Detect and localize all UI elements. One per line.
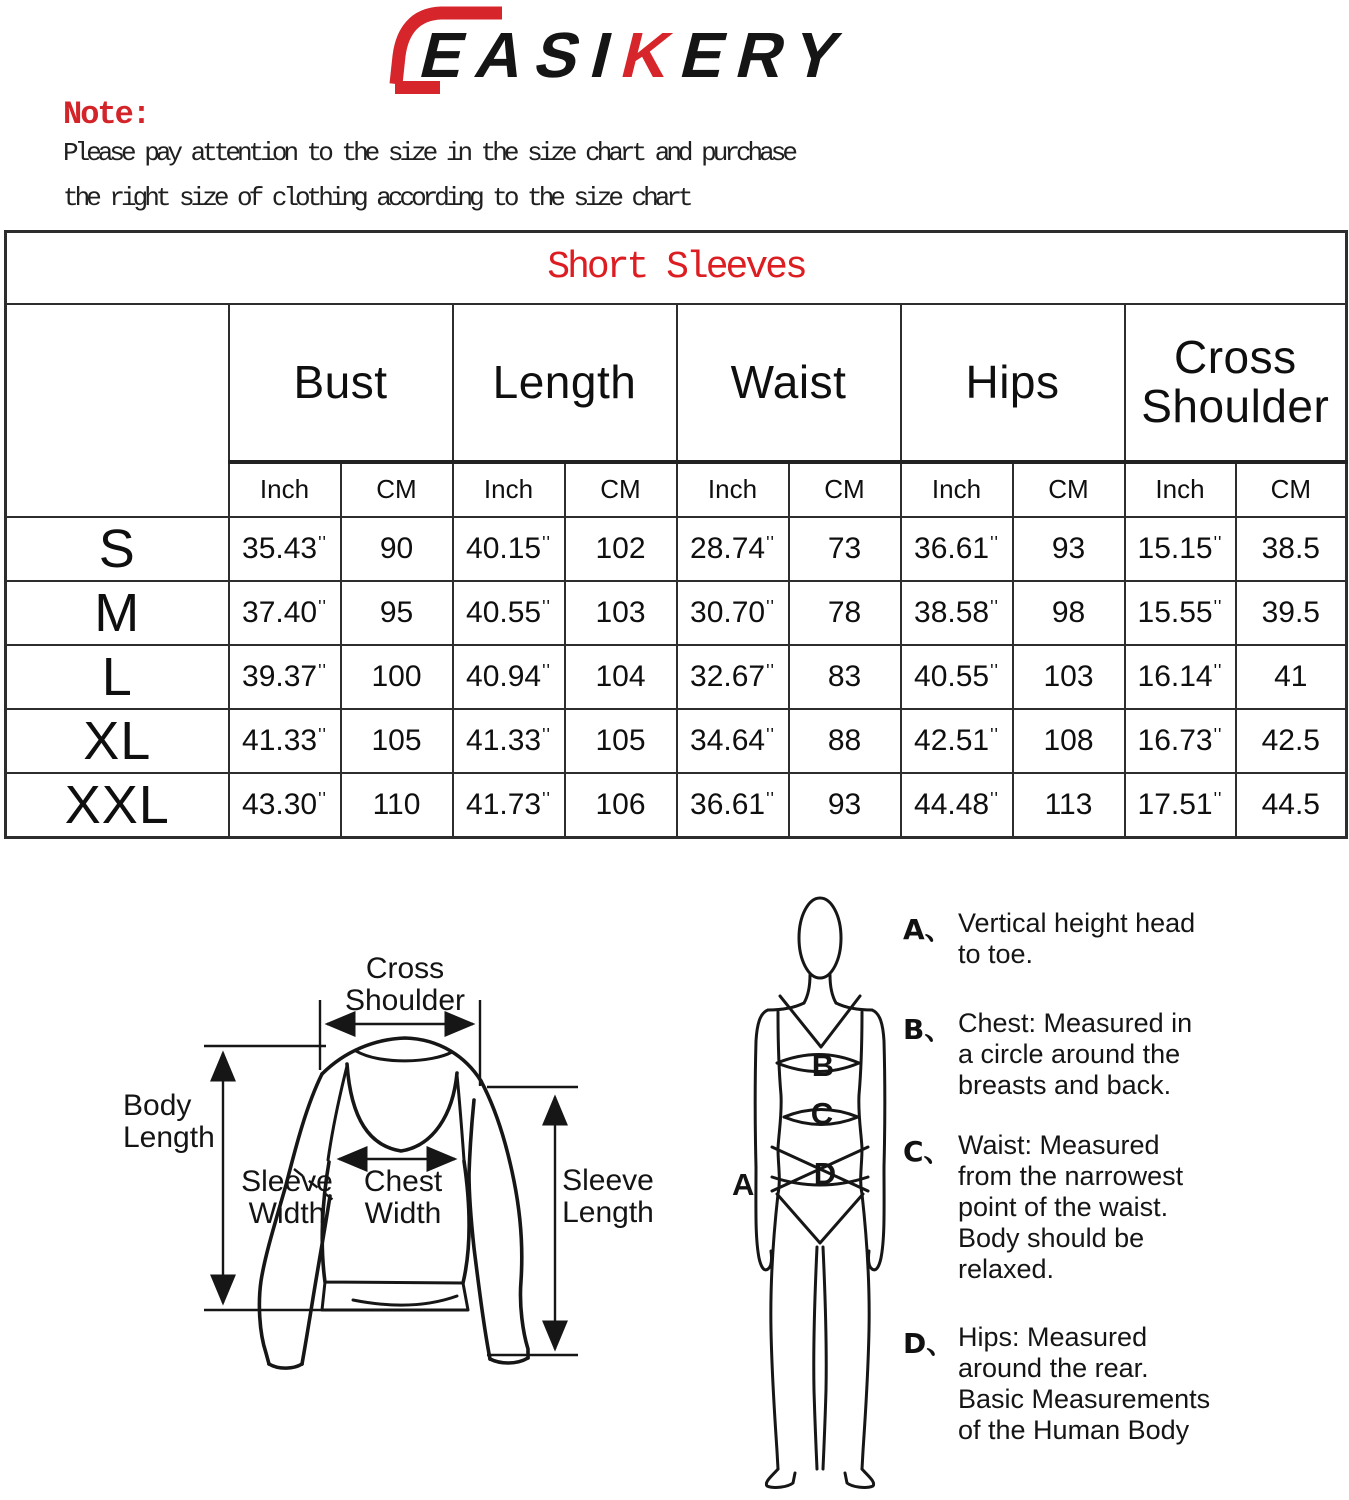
cm-value-cell: 78: [789, 581, 901, 645]
table-header-row: [6, 304, 1347, 462]
header-hips: Hips: [901, 304, 1125, 462]
guide-description: [958, 908, 1195, 970]
unit-cm: CM: [1236, 462, 1347, 517]
inch-value-cell: 16.73'': [1125, 709, 1236, 773]
guide-description: [958, 1130, 1183, 1285]
inch-value-cell: 40.55'': [453, 581, 565, 645]
guide-description-line: relaxed.: [958, 1254, 1055, 1284]
inch-value-cell: 36.61'': [901, 517, 1013, 581]
inch-value-cell: 44.48'': [901, 773, 1013, 838]
inch-value-cell: 40.55'': [901, 645, 1013, 709]
guide-description: [958, 1322, 1210, 1446]
guide-description-line: from the narrowest: [958, 1161, 1184, 1191]
guide-description-line: to toe.: [958, 939, 1034, 969]
inch-value-cell: 17.51'': [1125, 773, 1236, 838]
figure-letter-d: D: [813, 1156, 837, 1191]
cm-value-cell: 106: [565, 773, 677, 838]
cm-value-cell: 93: [789, 773, 901, 838]
body-length-label: Body: [123, 1089, 192, 1122]
logo-text-k: K: [614, 19, 692, 91]
cm-value-cell: 41: [1236, 645, 1347, 709]
inch-value-cell: 43.30'': [229, 773, 341, 838]
cm-value-cell: 108: [1013, 709, 1125, 773]
inch-value-cell: 15.55'': [1125, 581, 1236, 645]
figure-letter-c: C: [810, 1096, 834, 1131]
note-heading: Note:: [63, 96, 150, 133]
cm-value-cell: 73: [789, 517, 901, 581]
cm-value-cell: 100: [341, 645, 453, 709]
table-row: [6, 581, 1347, 645]
inch-value-cell: 42.51'': [901, 709, 1013, 773]
cm-value-cell: 90: [341, 517, 453, 581]
unit-inch: Inch: [453, 462, 565, 517]
table-row: [6, 709, 1347, 773]
unit-cm: CM: [565, 462, 677, 517]
inch-value-cell: 28.74'': [677, 517, 789, 581]
inch-value-cell: 16.14'': [1125, 645, 1236, 709]
inch-value-cell: 38.58'': [901, 581, 1013, 645]
cm-value-cell: 93: [1013, 517, 1125, 581]
brand-logo: [383, 4, 943, 104]
inch-value-cell: 39.37'': [229, 645, 341, 709]
unit-inch: Inch: [229, 462, 341, 517]
table-title-row: [6, 232, 1347, 304]
guide-description-line: Waist: Measured: [958, 1130, 1160, 1160]
guide-letter-label: A、: [903, 913, 953, 946]
inch-value-cell: 36.61'': [677, 773, 789, 838]
cm-value-cell: 103: [565, 581, 677, 645]
inch-value-cell: 15.15'': [1125, 517, 1236, 581]
cm-value-cell: 88: [789, 709, 901, 773]
guide-letter-label: C、: [903, 1135, 952, 1168]
guide-letter-label: B、: [903, 1013, 953, 1046]
corner-cell: [6, 304, 229, 517]
cm-value-cell: 42.5: [1236, 709, 1347, 773]
size-label-cell: S: [6, 517, 229, 581]
unit-inch: Inch: [1125, 462, 1236, 517]
cm-value-cell: 104: [565, 645, 677, 709]
guide-description-line: around the rear.: [958, 1353, 1149, 1383]
guide-description-line: Basic Measurements: [958, 1384, 1211, 1414]
chest-width-label: Width: [364, 1197, 442, 1230]
logo-wordmark: [413, 18, 860, 92]
cm-value-cell: 110: [341, 773, 453, 838]
body-measurement-figure: [720, 895, 960, 1495]
cm-value-cell: 105: [341, 709, 453, 773]
sleeve-width-label: Width: [248, 1197, 326, 1230]
body-outline: [755, 898, 885, 1487]
cm-value-cell: 39.5: [1236, 581, 1347, 645]
table-title: Short Sleeves: [547, 246, 805, 290]
unit-cm: CM: [1013, 462, 1125, 517]
note-line-2: the right size of clothing according to the size chart: [63, 183, 690, 213]
inch-value-cell: 41.73'': [453, 773, 565, 838]
guide-description-line: Vertical height head: [958, 908, 1196, 938]
guide-description-line: Chest: Measured in: [958, 1008, 1193, 1038]
sleeve-length-label: Length: [562, 1196, 654, 1229]
cm-value-cell: 103: [1013, 645, 1125, 709]
table-row: [6, 773, 1347, 838]
logo-text-post: ERY: [673, 19, 861, 91]
inch-value-cell: 41.33'': [453, 709, 565, 773]
note-line-1: Please pay attention to the size in the size chart and purchase: [63, 138, 794, 168]
size-label-cell: L: [6, 645, 229, 709]
inch-value-cell: 41.33'': [229, 709, 341, 773]
guide-description-line: breasts and back.: [958, 1070, 1172, 1100]
unit-cm: CM: [789, 462, 901, 517]
cm-value-cell: 83: [789, 645, 901, 709]
cm-value-cell: 113: [1013, 773, 1125, 838]
body-length-label: Length: [123, 1121, 215, 1154]
cm-value-cell: 105: [565, 709, 677, 773]
cm-value-cell: 38.5: [1236, 517, 1347, 581]
table-row: [6, 645, 1347, 709]
inch-value-cell: 37.40'': [229, 581, 341, 645]
cm-value-cell: 44.5: [1236, 773, 1347, 838]
cm-value-cell: 95: [341, 581, 453, 645]
figure-letter-a: A: [732, 1167, 755, 1202]
inch-value-cell: 34.64'': [677, 709, 789, 773]
unit-cm: CM: [341, 462, 453, 517]
guide-description-line: Hips: Measured: [958, 1322, 1148, 1352]
shirt-measurement-diagram: [100, 940, 680, 1400]
logo-text-pre: EASI: [413, 19, 633, 91]
inch-value-cell: 40.94'': [453, 645, 565, 709]
size-label-cell: XL: [6, 709, 229, 773]
inch-value-cell: 35.43'': [229, 517, 341, 581]
guide-letter-label: D、: [903, 1327, 955, 1360]
sleeve-width-label: Sleeve: [241, 1165, 333, 1198]
size-chart-table: [4, 230, 1348, 839]
header-length: Length: [453, 304, 677, 462]
size-label-cell: XXL: [6, 773, 229, 838]
unit-inch: Inch: [677, 462, 789, 517]
header-waist: Waist: [677, 304, 901, 462]
guide-description-line: of the Human Body: [958, 1415, 1190, 1445]
cm-value-cell: 102: [565, 517, 677, 581]
chest-width-label: Chest: [363, 1165, 443, 1198]
inch-value-cell: 32.67'': [677, 645, 789, 709]
guide-description: [958, 1008, 1192, 1101]
inch-value-cell: 40.15'': [453, 517, 565, 581]
cross-shoulder-label: Cross: [365, 952, 445, 985]
header-bust: Bust: [229, 304, 453, 462]
guide-description-line: point of the waist.: [958, 1192, 1169, 1222]
sleeve-length-label: Sleeve: [562, 1164, 654, 1197]
inch-value-cell: 30.70'': [677, 581, 789, 645]
guide-description-line: a circle around the: [958, 1039, 1181, 1069]
guide-description-line: Body should be: [958, 1223, 1145, 1253]
cm-value-cell: 98: [1013, 581, 1125, 645]
cross-shoulder-label: Shoulder: [344, 984, 466, 1017]
header-cross-shoulder: Cross Shoulder: [1125, 304, 1347, 462]
unit-inch: Inch: [901, 462, 1013, 517]
table-row: [6, 517, 1347, 581]
figure-letter-b: B: [811, 1048, 835, 1083]
size-label-cell: M: [6, 581, 229, 645]
table-title-cell: [6, 232, 1347, 304]
